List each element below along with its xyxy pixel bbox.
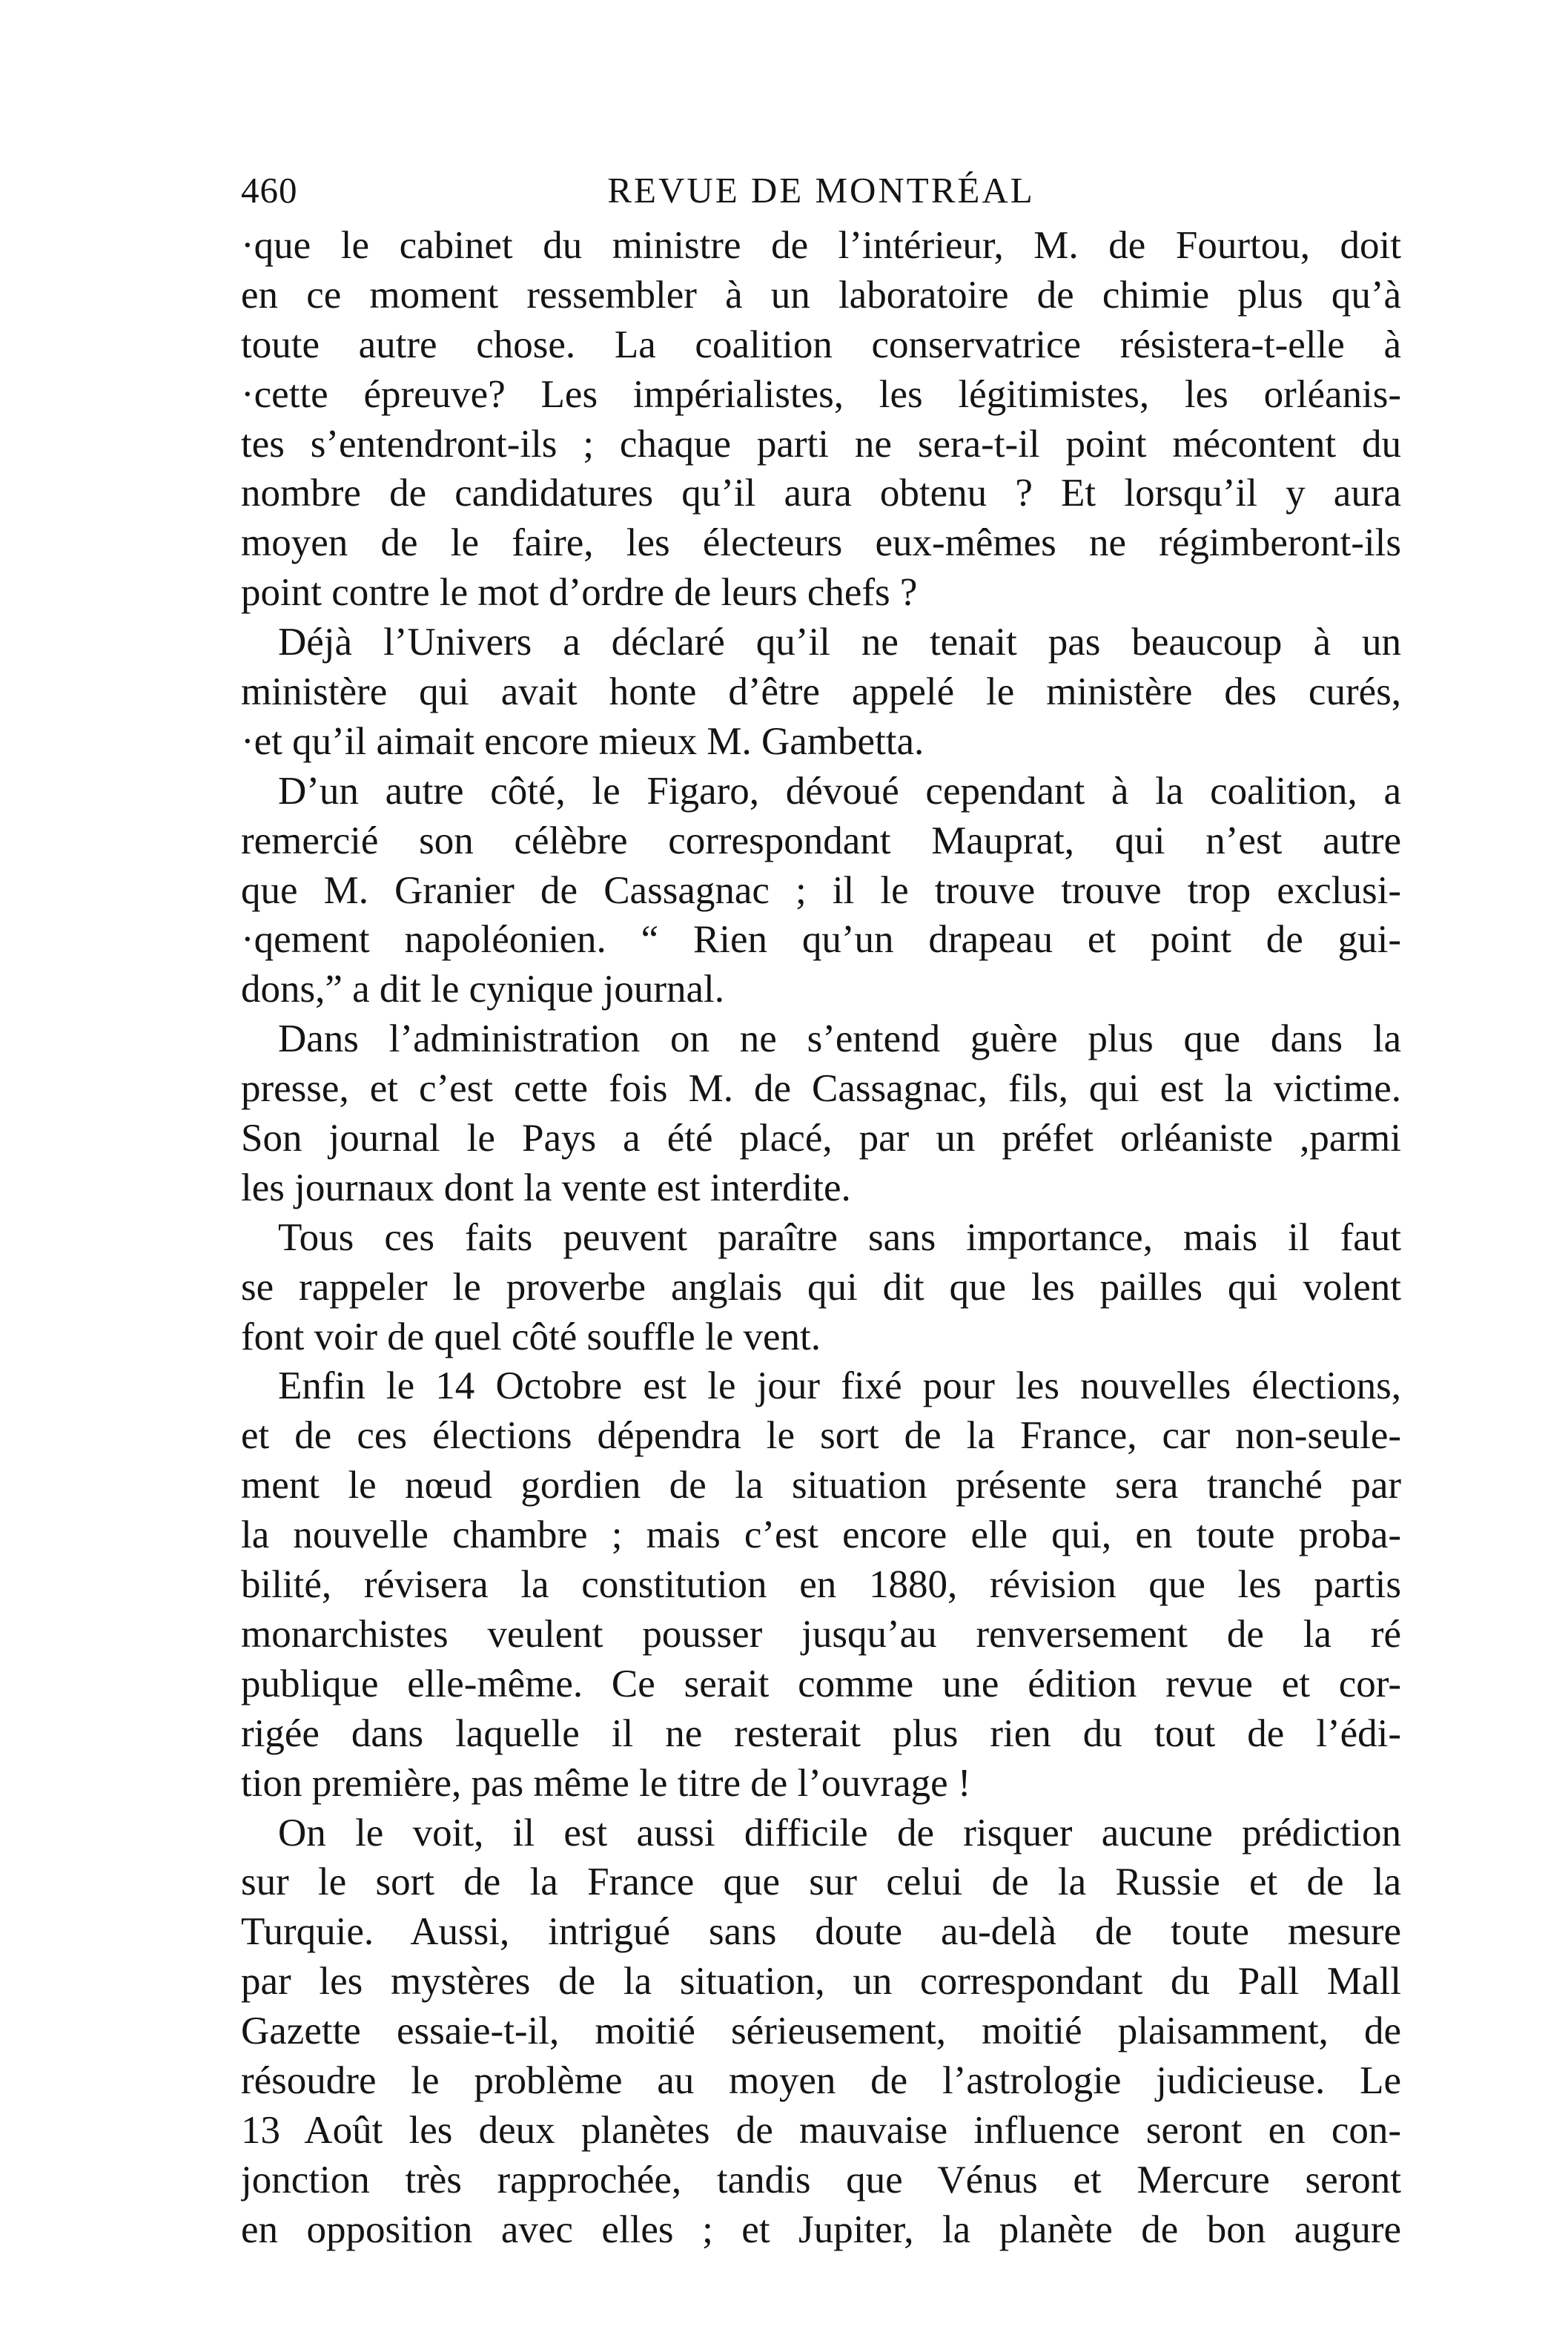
text-line: moyen de le faire, les électeurs eux-mêmes ne régimberont-ils bbox=[241, 521, 1401, 565]
text-line: ·que le cabinet du ministre de l’intérieur, M. de Fourtou, doit bbox=[241, 224, 1401, 267]
page-number: 460 bbox=[241, 170, 298, 211]
text-line: monarchistes veulent pousser jusqu’au renversement de la ré bbox=[241, 1612, 1401, 1656]
text-line: Déjà l’Univers a déclaré qu’il ne tenait pas beaucoup à un bbox=[278, 621, 1401, 664]
text-line: par les mystères de la situation, un correspondant du Pall Mall bbox=[241, 1960, 1401, 2004]
text-line: ministère qui avait honte d’être appelé le ministère des curés, bbox=[241, 670, 1401, 714]
text-line: nombre de candidatures qu’il aura obtenu ? Et lorsqu’il y aura bbox=[241, 472, 1401, 515]
text-line: bilité, révisera la constitution en 1880, révision que les partis bbox=[241, 1563, 1401, 1607]
running-title: REVUE DE MONTRÉAL bbox=[607, 170, 1035, 211]
text-line: Tous ces faits peuvent paraître sans importance, mais il faut bbox=[278, 1215, 1401, 1259]
text-line: ·et qu’il aimait encore mieux M. Gambetta. bbox=[241, 719, 924, 763]
text-line: jonction très rapprochée, tandis que Vénus et Mercure seront bbox=[241, 2158, 1401, 2202]
text-line: Dans l’administration on ne s’entend guère plus que dans la bbox=[278, 1017, 1401, 1061]
running-head bbox=[241, 165, 1401, 217]
text-line: 13 Août les deux planètes de mauvaise influence seront en con- bbox=[241, 2108, 1401, 2152]
text-line: D’un autre côté, le Figaro, dévoué cependant à la coalition, a bbox=[278, 769, 1401, 813]
text-line: toute autre chose. La coalition conservatrice résistera-t-elle à bbox=[241, 323, 1401, 366]
text-line: Turquie. Aussi, intrigué sans doute au-delà de toute mesure bbox=[241, 1910, 1401, 1954]
text-line: en ce moment ressembler à un laboratoire de chimie plus qu’à bbox=[241, 273, 1401, 317]
text-line: ·cette épreuve? Les impérialistes, les légitimistes, les orléanis- bbox=[241, 372, 1401, 416]
text-line: et de ces élections dépendra le sort de la France, car non-seule- bbox=[241, 1414, 1401, 1458]
text-line: Gazette essaie-t-il, moitié sérieusement, moitié plaisamment, de bbox=[241, 2009, 1401, 2053]
text-line: font voir de quel côté souffle le vent. bbox=[241, 1315, 821, 1358]
text-line: remercié son célèbre correspondant Mauprat, qui n’est autre bbox=[241, 819, 1401, 862]
text-line: la nouvelle chambre ; mais c’est encore elle qui, en toute proba- bbox=[241, 1513, 1401, 1557]
text-line: publique elle-même. Ce serait comme une édition revue et cor- bbox=[241, 1662, 1401, 1705]
text-line: On le voit, il est aussi difficile de risquer aucune prédiction bbox=[278, 1811, 1401, 1855]
text-line: presse, et c’est cette fois M. de Cassagnac, fils, qui est la victime. bbox=[241, 1067, 1401, 1111]
text-line: tion première, pas même le titre de l’ouvrage ! bbox=[241, 1761, 971, 1805]
text-line: en opposition avec elles ; et Jupiter, la planète de bon augure bbox=[241, 2207, 1401, 2251]
text-line: Son journal le Pays a été placé, par un préfet orléaniste ,parmi bbox=[241, 1117, 1401, 1160]
text-line: ·qement napoléonien. “ Rien qu’un drapeau et point de gui- bbox=[241, 918, 1401, 962]
text-line: sur le sort de la France que sur celui de la Russie et de la bbox=[241, 1860, 1401, 1904]
text-line: ment le nœud gordien de la situation présente sera tranché par bbox=[241, 1464, 1401, 1507]
text-line: rigée dans laquelle il ne resterait plus rien du tout de l’édi- bbox=[241, 1711, 1401, 1755]
text-line: dons,” a dit le cynique journal. bbox=[241, 968, 725, 1011]
body-text bbox=[241, 221, 1401, 2255]
text-line: se rappeler le proverbe anglais qui dit que les pailles qui volent bbox=[241, 1265, 1401, 1309]
text-line: point contre le mot d’ordre de leurs chefs ? bbox=[241, 571, 918, 615]
text-line: Enfin le 14 Octobre est le jour fixé pour les nouvelles élections, bbox=[278, 1364, 1401, 1408]
text-line: résoudre le problème au moyen de l’astrologie judicieuse. Le bbox=[241, 2058, 1401, 2102]
text-line: que M. Granier de Cassagnac ; il le trouve trouve trop exclusi- bbox=[241, 868, 1401, 912]
text-line: tes s’entendront-ils ; chaque parti ne sera-t-il point mécontent du bbox=[241, 422, 1401, 466]
text-line: les journaux dont la vente est interdite. bbox=[241, 1166, 851, 1209]
